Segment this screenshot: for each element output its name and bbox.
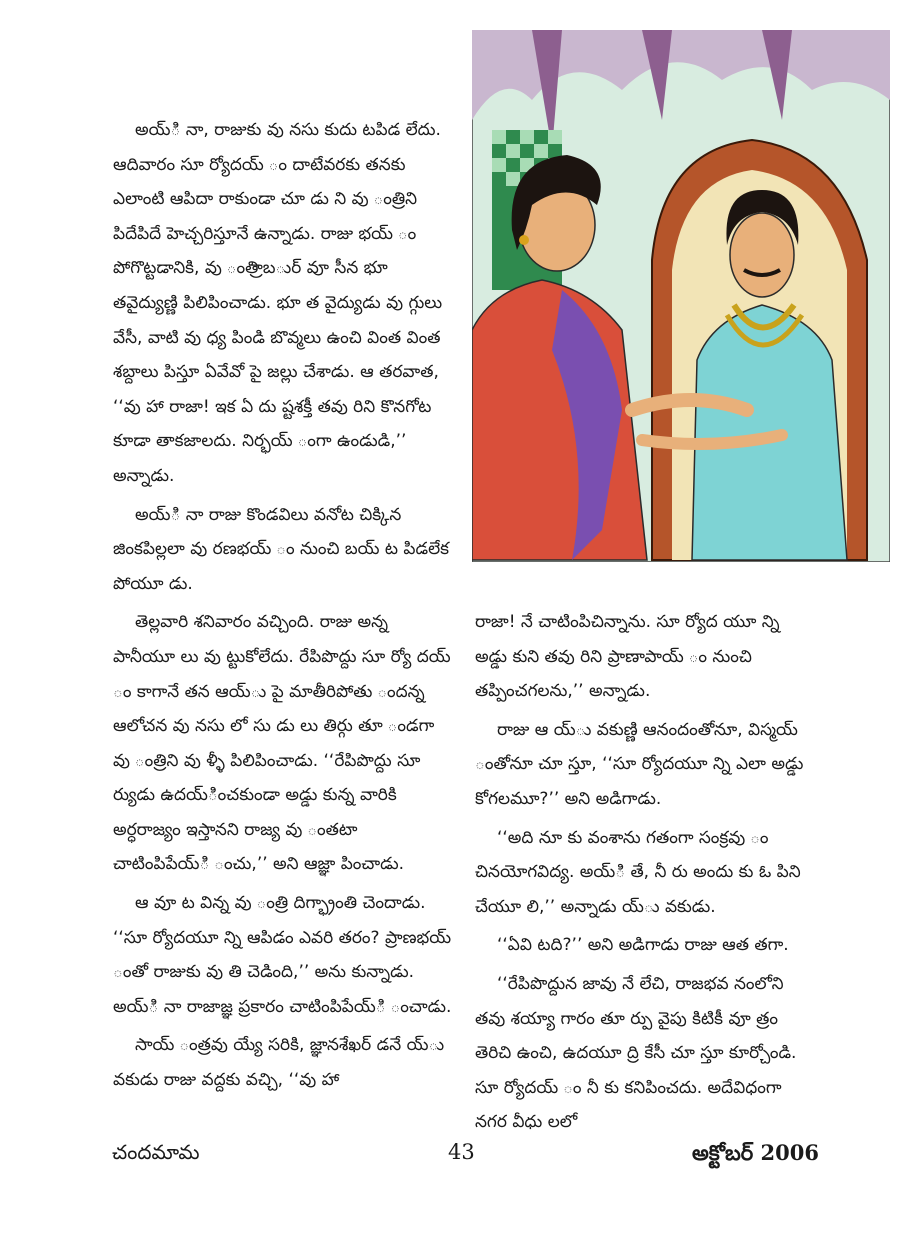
paragraph: ‘‘రేపిపొద్దున జావు నే లేచి, రాజభవ నంలోని తవు శయ్యా గారం తూ ర్పు వైపు కిటికీ వూ త్రం తెరిచి ఉంచి, ఉదయూ ద్రి కేసీ చూ స్తూ కూర్చోండి. సూ ర్యోదయ్ ం నీ కు కనిపించదు. అదేవిధంగా నగర వీధు లలో <box>475 973 797 1133</box>
story-illustration <box>472 30 890 562</box>
paragraph: ‘‘అది నూ కు వంశాను గతంగా సంక్రవు ం చినయోగవిద్య. అయ్ి తే, నీ రు అందు కు ఓ పిని చేయూ లి,’’ అన్నాడు య్ు వకుడు. <box>475 827 801 917</box>
paragraph: సాయ్ ంత్రవు య్యే సరికి, జ్ఞానశేఖర్ డనే య్ు వకుడు రాజు వద్దకు వచ్చి, ‘‘వు హా <box>113 1035 445 1091</box>
page-number: 43 <box>448 1140 475 1164</box>
left-text-column <box>113 113 453 1102</box>
paragraph: అయ్ి నా రాజు కొండవిలు వనోట చిక్కిన జింకపిల్లలా వు రణభయ్ ం నుంచి బయ్ ట పిడలేక పోయూ డు. <box>113 504 450 594</box>
paragraph: ఆ వూ ట విన్న వు ంత్రి దిగ్భ్రాంతి చెందాడు. ‘‘సూ ర్యోదయూ న్ని ఆపిడం ఎవరి తరం? ప్రాణభయ్ ంతో రాజుకు వు తి చెడింది,’’ అను కున్నాడు. అయ్ి నా రాజాజ్ఞ ప్రకారం చాటింపిపేయ్ి ంచాడు. <box>113 893 452 1017</box>
right-text-column <box>475 605 815 1144</box>
issue-date: అక్టోబర్ 2006 <box>692 1140 819 1165</box>
magazine-name: చందమామ <box>112 1140 200 1164</box>
paragraph: రాజు ఆ య్ు వకుణ్ణి ఆనందంతోనూ, విస్మయ్ ంతోనూ చూ స్తూ, ‘‘సూ ర్యోదయూ న్ని ఎలా అడ్డు కోగలమూ?’’ అని అడిగాడు. <box>475 719 804 809</box>
paragraph: అయ్ి నా, రాజుకు వు నసు కుదు టపిడ లేదు. ఆదివారం సూ ర్యోదయ్ ం దాటేవరకు తనకు ఎలాంటి ఆపిదా రాకుండా చూ డు ని వు ంత్రిని పిదేపిదే హెచ్చరిస్తూనే ఉన్నాడు. రాజు భయ్ ం పోగొట్టడానికి, వు ంత్రిాబర్ు వూ సీన భూ తవైద్యుణ్ణి పిలిపించాడు. భూ త వైద్యుడు వు గ్గులు వేసీ, వాటి వు ధ్య పిండి బొవ్మలు ఉంచి వింత వింత శబ్దాలు పిస్తూ ఏవేవో పై జల్లు చేశాడు. ఆ తరవాత, ‘‘వు హా రాజా! ఇక ఏ దు ష్టశక్తీ తవు రిని కొనగోట కూడా తాకజాలదు. నిర్భయ్ ంగా ఉండుడి,’’ అన్నాడు. <box>113 120 443 486</box>
paragraph: తెల్లవారి శనివారం వచ్చింది. రాజు అన్న పానీయూ లు వు ట్టుకోలేదు. రేపిపొద్దు సూ ర్యో దయ్ ం కాగానే తన ఆయ్ు పై మాతీరిపోతు ందన్న ఆలోచన వు నసు లో సు డు లు తిర్గు తూ ండగా వు ంత్రిని వు ళ్ళీ పిలిపించాడు. ‘‘రేపిపొద్దు సూ ర్యుడు ఉదయ్ించకుండా అడ్డు కున్న వారికి అర్ధరాజ్యం ఇస్తానని రాజ్య వు ంతటా చాటింపిపేయ్ి ంచు,’’ అని ఆజ్ఞా పించాడు. <box>113 612 451 875</box>
paragraph: ‘‘ఏవి టది?’’ అని అడిగాడు రాజు ఆత తగా. <box>497 935 789 956</box>
paragraph: రాజా! నే చాటింపిచిన్నాను. సూ ర్యోద యూ న్ని అడ్డు కుని తవు రిని ప్రాణాపాయ్ ం నుంచి తప్పించగలను,’’ అన్నాడు. <box>475 612 780 702</box>
